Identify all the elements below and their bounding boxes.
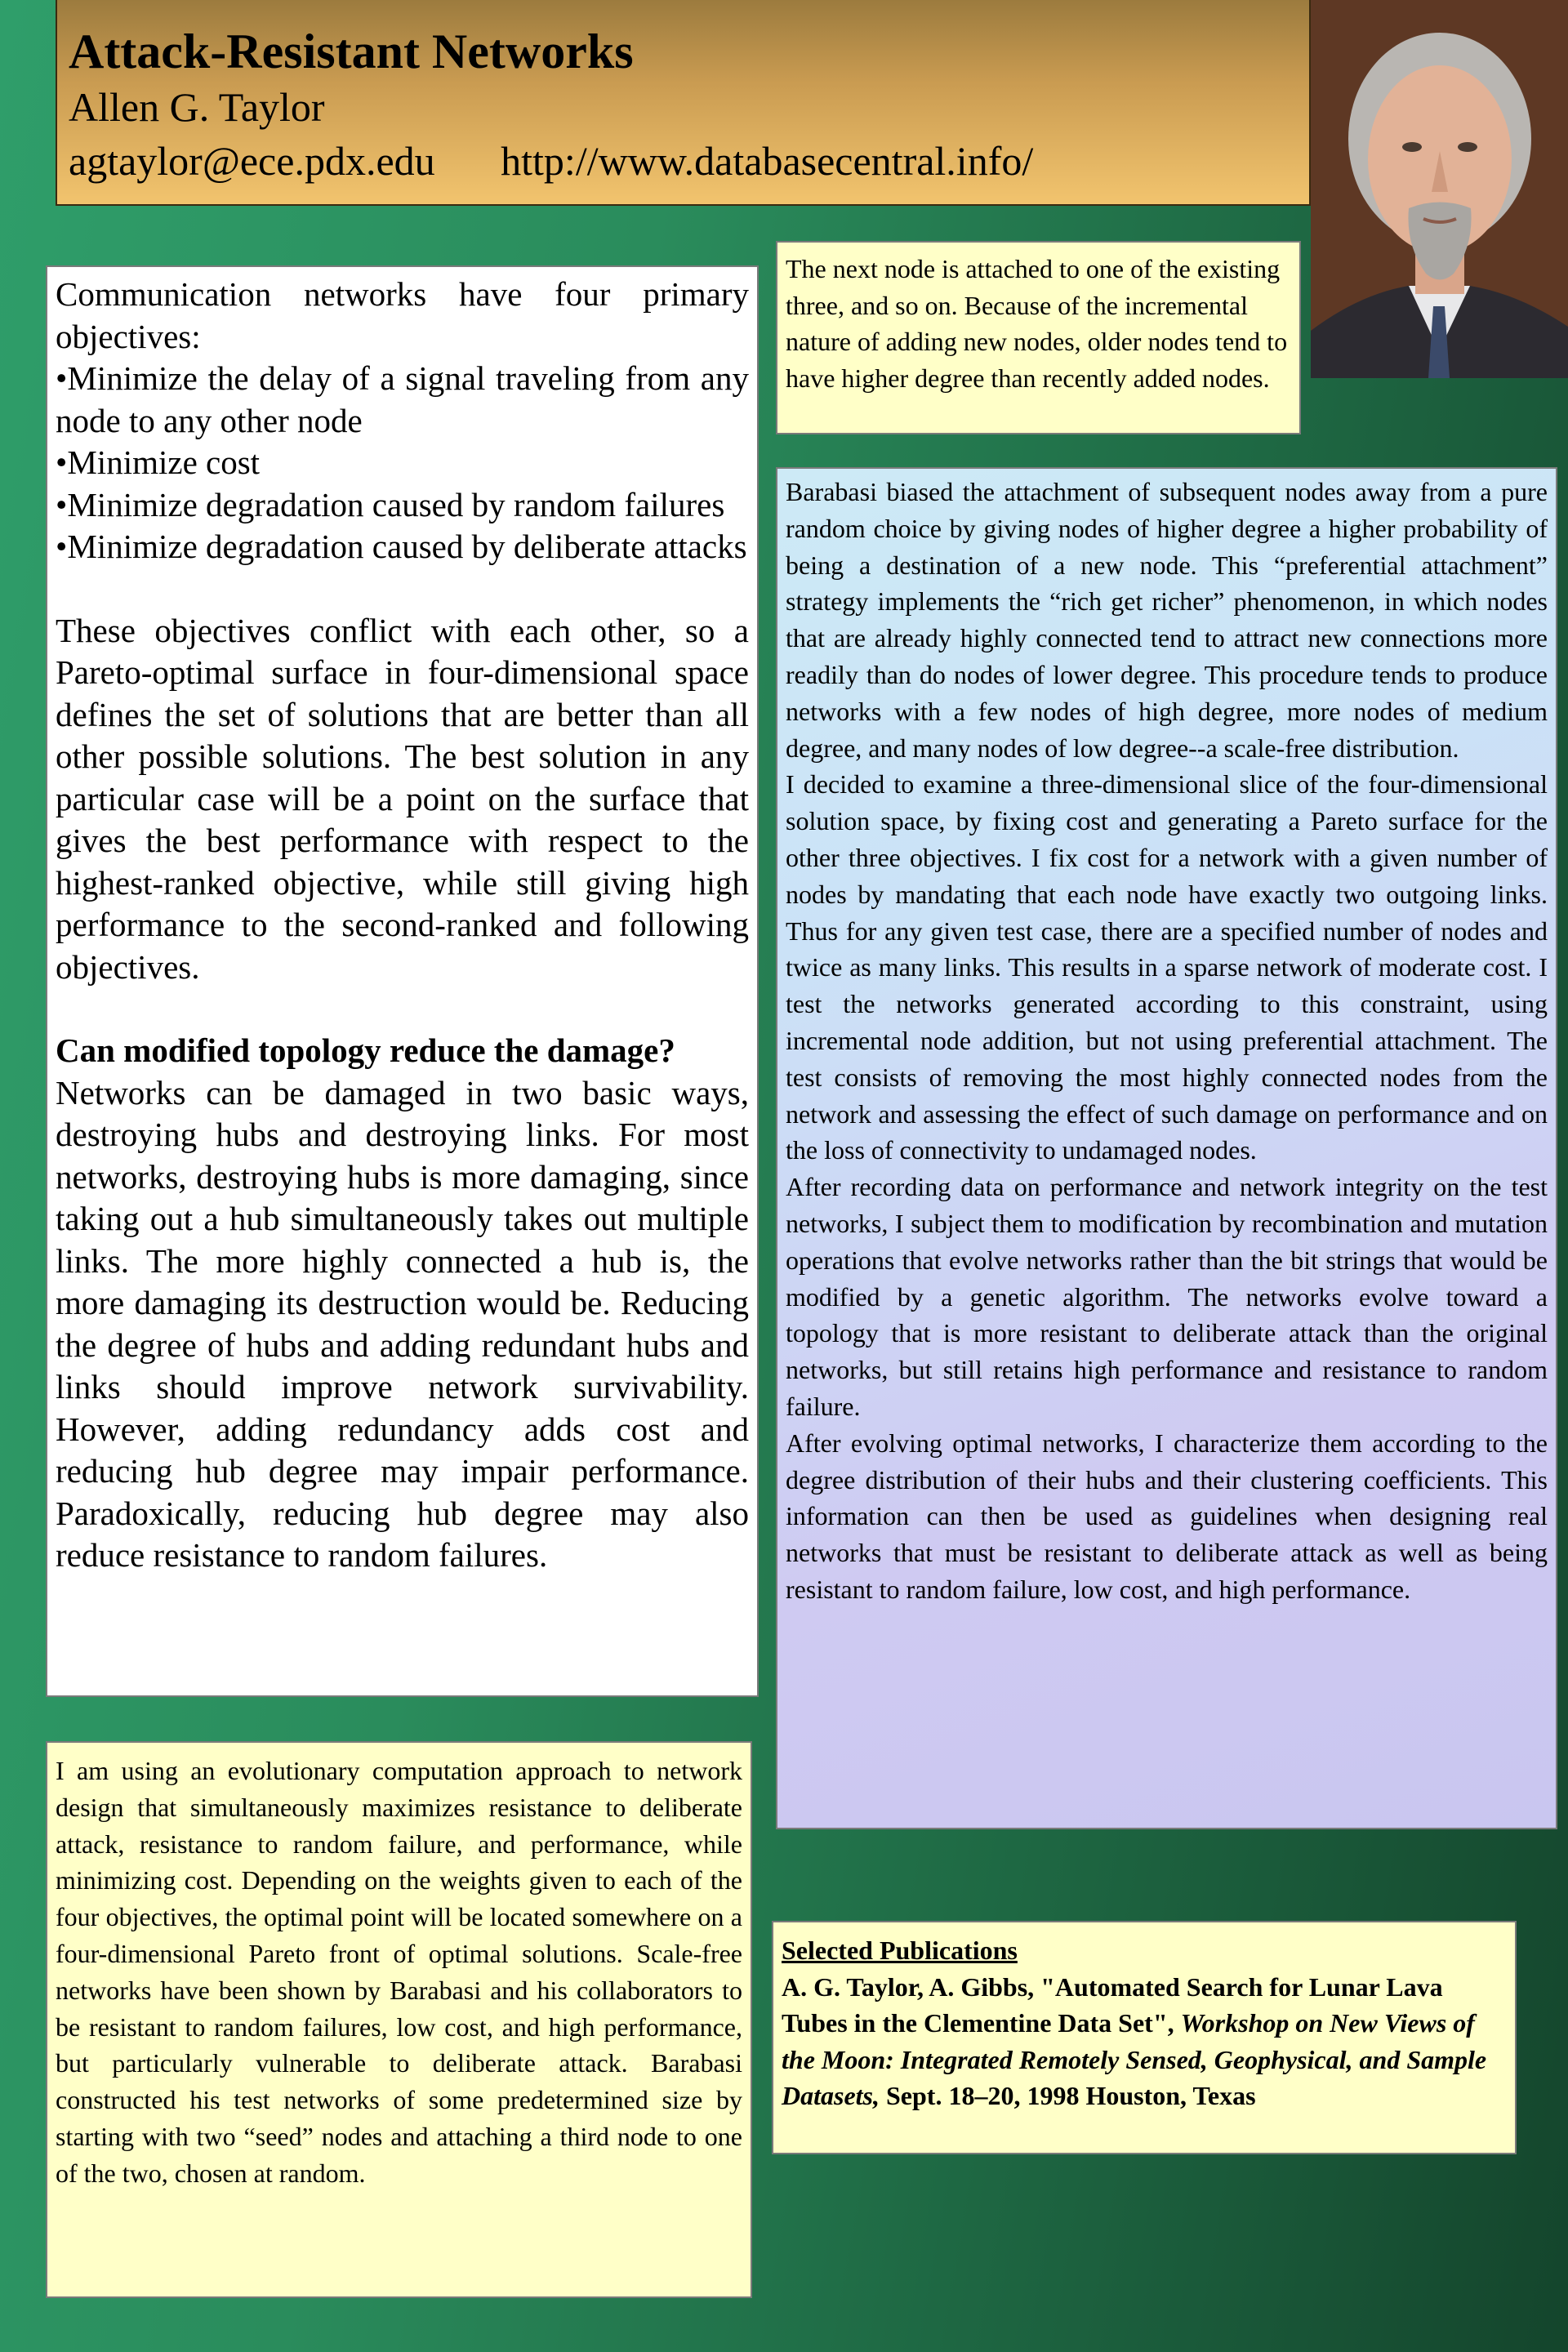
publications-heading: Selected Publications [782,1936,1018,1965]
publications-panel [772,1921,1517,2154]
objective-item: •Minimize degradation caused by deliberate attacks [56,528,747,565]
poster-header [56,0,1311,206]
method-paragraph-2: I decided to examine a three-dimensional slice of the four-dimensional solution space, by fixing cost and generating a Pareto surface for the other three objectives. I fix cost for a network with a given number of nodes by mandating that each node have exactly two outgoing links. Thus for any given test case, there are a specified number of nodes and twice as many links. This results in a sparse network of moderate cost. I test the networks generated according to this constraint, using incremental node addition, but not using preferential attachment. The test consists of removing the most highly connected nodes from the network and assessing the effect of such damage on performance and on the loss of connectivity to undamaged nodes. [786,769,1548,1165]
author-website[interactable]: http://www.databasecentral.info/ [501,138,1034,184]
publication-venue: Workshop on New Views of the Moon: Integrated Remotely Sensed, Geophysical, and Sample Datasets, [782,2008,1487,2110]
poster-title: Attack-Resistant Networks [69,24,634,78]
approach-text: I am using an evolutionary computation approach to network design that simultaneously maximizes resistance to deliberate attack, resistance to random failure, and performance, while minimizing cost. Depending on the weights given to each of the four objectives, the optimal point will be located somewhere on a four-dimensional Pareto front of optimal solutions. Scale-free networks have been shown by Barabasi and his collaborators to be resistant to random failures, low cost, and high performance, but particularly vulnerable to deliberate attack. Barabasi constructed his test networks of some predetermined size by starting with two “seed” nodes and attaching a third node to one of the two, chosen at random. [56,1756,742,2188]
damage-paragraph: Networks can be damaged in two basic ways, destroying hubs and destroying links. For most networks, destroying hubs is more damaging, since taking out a hub simultaneously takes out multiple links. The more highly connected a hub is, the more damaging its destruction would be. Reducing the degree of hubs and adding redundant hubs and links should improve network survivability. However, adding redundancy adds cost and reducing hub degree may impair performance. Paradoxically, reducing hub degree may also reduce resistance to random failures. [56,1073,749,1574]
next-node-text: The next node is attached to one of the existing three, and so on. Because of the incremental nature of adding new nodes, older nodes tend to have higher degree than recently added nodes. [786,254,1288,393]
method-paragraph-1: Barabasi biased the attachment of subsequent nodes away from a pure random choice by giving nodes of higher degree a higher probability of being a destination of a new node. This “preferential attachment” strategy implements the “rich get richer” phenomenon, in which nodes that are already highly connected tend to attract new connections more readily than do nodes of lower degree. This procedure tends to produce networks with a few nodes of high degree, more nodes of medium degree, and many nodes of low degree--a scale-free distribution. [786,477,1548,763]
spacer [56,988,749,1030]
objective-item: •Minimize the delay of a signal traveling from any node to any other node [56,359,749,439]
author-email[interactable]: agtaylor@ece.pdx.edu [69,138,435,184]
contact-line [69,134,1298,188]
author-portrait [1311,0,1568,378]
objective-item: •Minimize degradation caused by random failures [56,485,725,523]
next-node-panel [776,241,1301,434]
spacer [56,568,749,610]
objective-item: •Minimize cost [56,443,261,481]
pareto-paragraph: These objectives conflict with each other, so a Pareto-optimal surface in four-dimensional space defines the set of solutions that are better than all other possible solutions. The best solution in any particular case will be a point on the surface that gives the best performance with respect to the highest-ranked objective, while still giving high performance to the second-ranked and following objectives. [56,611,749,986]
method-panel [776,467,1557,1829]
intro-panel [46,265,759,1697]
publication-authors-title: A. G. Taylor, A. Gibbs, "Automated Search for Lunar Lava Tubes in the Clementine Data Set", [782,1971,1443,2038]
section-heading-topology: Can modified topology reduce the damage? [56,1031,675,1069]
method-paragraph-3: After recording data on performance and network integrity on the test networks, I subject them to modification by recombination and mutation operations that evolve networks rather than the bit strings that would be modified by a genetic algorithm. The networks evolve toward a topology that is more resistant to deliberate attack than the original networks, but still retains high performance and resistance to random failure. [786,1172,1548,1421]
publication-entry [782,1969,1507,2114]
approach-panel [46,1741,752,2298]
author-name: Allen G. Taylor [69,84,325,130]
intro-lead: Communication networks have four primary objectives: [56,275,749,355]
method-paragraph-4: After evolving optimal networks, I characterize them according to the degree distribution of their hubs and their clustering coefficients. This information can then be used as guidelines when designing real networks that must be resistant to deliberate attack as well as being resistant to random failure, low cost, and high performance. [786,1428,1548,1604]
publication-date-place: Sept. 18–20, 1998 Houston, Texas [886,2081,1256,2110]
portrait-illustration [1311,0,1568,378]
